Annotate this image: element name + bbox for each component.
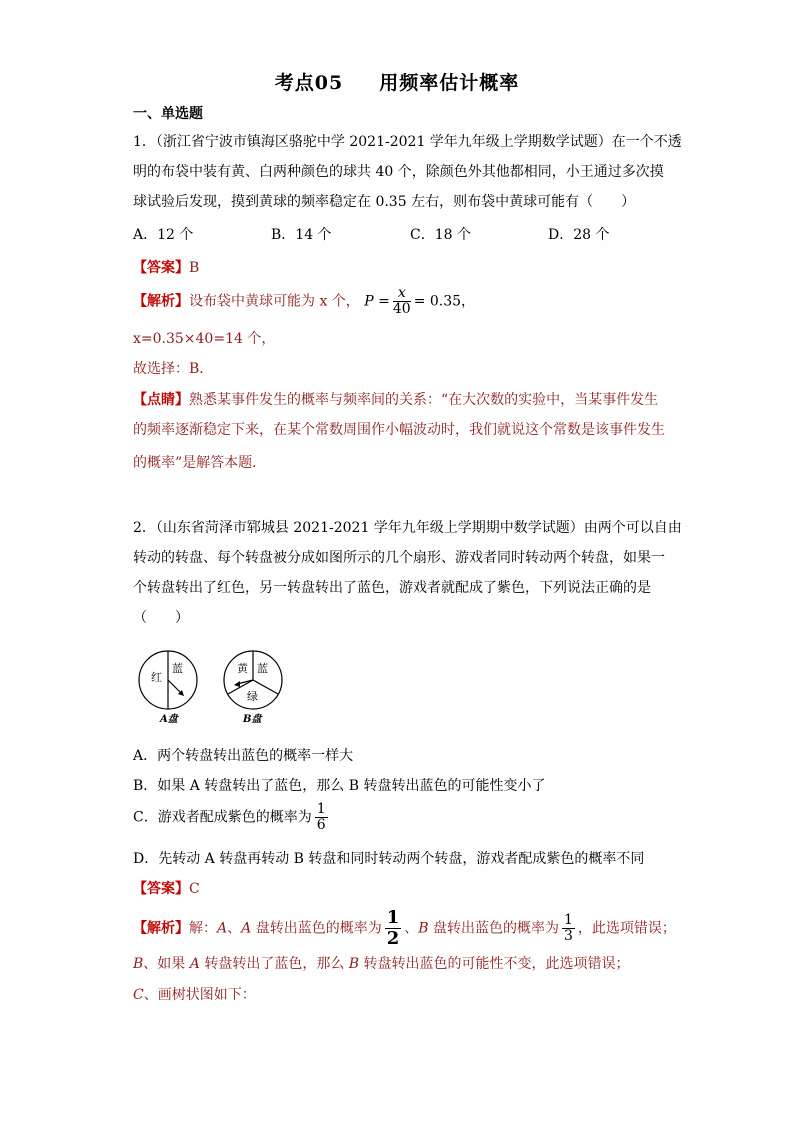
spinner-a [139, 651, 197, 725]
analysis-comma-2: 、 [404, 920, 419, 937]
q2-line-3: 个转盘转出了红色，另一转盘转出了蓝色，游戏者就配成了紫色，下列说法正确的是 [133, 580, 651, 596]
formula-denominator: 40 [392, 301, 411, 317]
formula-numerator: x [393, 286, 411, 302]
analysis-text-a: 盘转出蓝色的概率为 [251, 920, 382, 937]
analysis-comma: 、 [227, 920, 242, 937]
q1-answer [133, 257, 199, 277]
q2-option-c-fraction [315, 802, 328, 833]
analysis-tag: 【解析】 [133, 920, 189, 937]
q1-option-c: C．18 个 [410, 227, 471, 243]
spinner-a-caption: A盘 [160, 714, 178, 725]
q1-option-b: B．14 个 [271, 227, 332, 243]
formula-fraction [393, 286, 411, 317]
q2-option-c [133, 802, 331, 833]
b-text-1: 、如果 [143, 956, 190, 972]
section-heading: 一、单选题 [133, 106, 203, 122]
fraction-denominator: 2 [386, 928, 400, 949]
q1-line-3: 球试验后发现，摸到黄球的频率稳定在 0.35 左右，则布袋中黄球可能有（ ） [133, 194, 636, 210]
fraction-numerator: 1 [386, 907, 400, 928]
spinner-b-top-left-label: 黄 [237, 662, 248, 675]
fraction-denominator: 6 [316, 817, 326, 833]
title-topic-name: 用频率估计概率 [379, 72, 520, 94]
spinner-figure [138, 648, 298, 730]
q2-answer [133, 878, 200, 898]
q1-comment-1 [133, 389, 658, 409]
q1-calc: x=0.35×40=14 个， [133, 331, 276, 347]
fraction-denominator: 3 [563, 928, 573, 944]
b-text-3: 转盘转出蓝色的可能性不变，此选项错误； [359, 956, 630, 972]
formula-rhs: = 0.35， [413, 293, 476, 310]
q2-option-d: D．先转动 A 转盘再转动 B 转盘和同时转动两个转盘，游戏者配成紫色的概率不同 [133, 851, 645, 867]
title-topic-number: 考点05 [274, 72, 344, 94]
analysis-fraction-third [562, 913, 575, 944]
q2-option-b: B．如果 A 转盘转出了蓝色，那么 B 转盘转出蓝色的可能性变小了 [133, 778, 546, 794]
b-text-2: 转盘转出了蓝色，那么 [199, 956, 349, 972]
analysis-letter-b: B [418, 920, 429, 937]
answer-value: C [189, 881, 200, 897]
analysis-conclusion: ，此选项错误； [577, 920, 676, 937]
analysis-fraction-half [385, 908, 402, 949]
spinner-a-right-label: 蓝 [172, 662, 183, 675]
spinner-b-top-right-label: 蓝 [257, 662, 268, 675]
q1-analysis [133, 286, 475, 317]
analysis-text: 设布袋中黄球可能为 x 个， [189, 293, 360, 310]
comment-tag: 【点睛】 [133, 392, 189, 408]
q1-option-a: A．12 个 [133, 227, 194, 243]
q2-analysis-line-b [133, 953, 630, 973]
analysis-tag: 【解析】 [133, 293, 189, 310]
page-title [0, 68, 794, 95]
analysis-prefix: 解： [189, 920, 217, 937]
b-letter: B [133, 956, 144, 972]
q1-comment-3: 的概率”是解答本题． [133, 455, 267, 471]
spinner-b-bottom-label: 绿 [247, 690, 258, 703]
c-letter: C [133, 987, 144, 1003]
formula-lhs: P = [364, 293, 390, 310]
q2-option-a: A．两个转盘转出蓝色的概率一样大 [133, 748, 354, 764]
analysis-letter-a-2: A [241, 920, 252, 937]
analysis-letter-a: A [217, 920, 228, 937]
answer-tag: 【答案】 [133, 260, 189, 276]
q2-line-2: 转动的转盘、每个转盘被分成如图所示的几个扇形、游戏者同时转动两个转盘，如果一 [133, 550, 665, 566]
q1-option-d: D．28 个 [548, 227, 610, 243]
b-letter-b: B [348, 956, 360, 972]
q1-line-2: 明的布袋中装有黄、白两种颜色的球共 40 个，除颜色外其他都相同，小王通过多次摸 [133, 164, 664, 180]
q2-line-1: 2．（山东省菏泽市郓城县 2021-2021 学年九年级上学期期中数学试题）由两个可以自由 [133, 520, 682, 536]
answer-tag: 【答案】 [133, 881, 189, 897]
q1-line-1: 1．（浙江省宁波市镇海区骆驼中学 2021-2021 学年九年级上学期数学试题）在一个不透 [133, 134, 682, 150]
comment-text-1: 熟悉某事件发生的概率与频率间的关系：“在大次数的实验中，当某事件发生 [189, 392, 659, 408]
q2-option-c-text: C．游戏者配成紫色的概率为 [133, 809, 312, 826]
analysis-text-b: 盘转出蓝色的概率为 [428, 920, 559, 937]
q2-line-4: （ ） [133, 610, 189, 626]
q2-analysis-line-c [133, 984, 256, 1004]
fraction-numerator: 1 [563, 912, 573, 928]
spinner-a-left-label: 红 [151, 671, 162, 684]
answer-value: B [189, 260, 200, 276]
q2-analysis-line-1 [133, 908, 676, 949]
fraction-numerator: 1 [316, 801, 326, 817]
b-letter-a: A [189, 956, 200, 972]
q1-comment-2: 的频率逐渐稳定下来，在某个常数周围作小幅波动时，我们就说这个常数是该事件发生 [133, 422, 665, 438]
spinner-b [224, 651, 282, 725]
c-text: 、画树状图如下： [143, 987, 256, 1003]
spinner-b-caption: B盘 [243, 714, 262, 725]
q1-choose: 故选择：B． [133, 361, 214, 377]
